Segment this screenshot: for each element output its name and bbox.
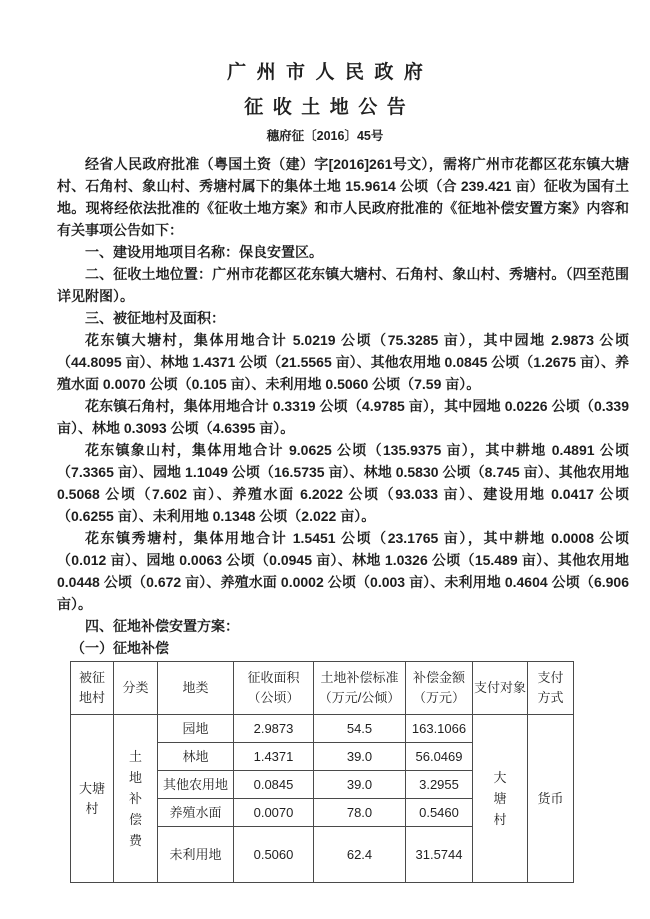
col-header-village: 被征地村 [71, 662, 114, 715]
document-body [0, 153, 650, 883]
payment-method-cell: 货币 [528, 715, 574, 883]
standard-cell: 54.5 [314, 715, 406, 743]
list-item-4: 四、征地补偿安置方案： [85, 618, 239, 634]
subsection-heading: （一）征地补偿 [71, 640, 169, 656]
land-type-cell: 其他农用地 [158, 771, 234, 799]
org-title: 广州市人民政府 [227, 62, 434, 83]
land-type-cell: 园地 [158, 715, 234, 743]
standard-cell: 39.0 [314, 743, 406, 771]
standard-cell: 62.4 [314, 827, 406, 883]
list-item-3: 三、被征地村及面积： [85, 310, 225, 326]
amount-cell: 0.5460 [406, 799, 473, 827]
list-item-1: 一、建设用地项目名称：保良安置区。 [85, 244, 323, 260]
col-header-area: 征收面积（公顷） [234, 662, 314, 715]
list-item-2: 二、征收土地位置：广州市花都区花东镇大塘村、石角村、象山村、秀塘村。（四至范围详见附图）。 [57, 266, 629, 304]
table-header-row [71, 662, 574, 715]
col-header-standard: 土地补偿标准（万元/公倾） [314, 662, 406, 715]
village-paragraph-xiutang: 花东镇秀塘村，集体用地合计 1.5451 公顷（23.1765 亩），其中耕地 0.0008 公顷（0.012 亩）、园地 0.0063 公顷（0.0945 亩）、林地 1.0326 公顷（15.489 亩）、其他农用地 0.0448 公顷（0.672 亩）、养殖水面 0.0002 公顷（0.003 亩）、未利用地 0.4604 公顷（6.906 亩）。 [57, 530, 629, 612]
table-row [71, 715, 574, 743]
area-cell: 1.4371 [234, 743, 314, 771]
amount-cell: 3.2955 [406, 771, 473, 799]
col-header-category: 分类 [114, 662, 158, 715]
area-cell: 0.0845 [234, 771, 314, 799]
land-type-cell: 未利用地 [158, 827, 234, 883]
area-cell: 0.0070 [234, 799, 314, 827]
doc-number: 穗府征〔2016〕45号 [266, 129, 384, 143]
village-paragraph-datang: 花东镇大塘村，集体用地合计 5.0219 公顷（75.3285 亩），其中园地 2.9873 公顷（44.8095 亩）、林地 1.4371 公顷（21.5565 亩）、其他农用地 0.0845 公顷（1.2675 亩）、养殖水面 0.0070 公顷（0.105 亩）、未利用地 0.5060 公顷（7.59 亩）。 [57, 332, 629, 392]
area-cell: 2.9873 [234, 715, 314, 743]
amount-cell: 163.1066 [406, 715, 473, 743]
amount-cell: 56.0469 [406, 743, 473, 771]
land-type-cell: 养殖水面 [158, 799, 234, 827]
col-header-payee: 支付对象 [473, 662, 528, 715]
doc-title: 征收土地公告 [244, 97, 416, 118]
area-cell: 0.5060 [234, 827, 314, 883]
compensation-table [70, 661, 574, 883]
category-cell: 土地补偿费 [114, 715, 158, 883]
payee-cell: 大塘村 [473, 715, 528, 883]
village-cell: 大塘村 [71, 715, 114, 883]
col-header-amount: 补偿金额（万元） [406, 662, 473, 715]
land-type-cell: 林地 [158, 743, 234, 771]
col-header-land-type: 地类 [158, 662, 234, 715]
standard-cell: 39.0 [314, 771, 406, 799]
village-paragraph-xiangshan: 花东镇象山村，集体用地合计 9.0625 公顷（135.9375 亩），其中耕地 0.4891 公顷（7.3365 亩）、园地 1.1049 公顷（16.5735 亩）、林地 0.5830 公顷（8.745 亩）、其他农用地 0.5068 公顷（7.602 亩）、养殖水面 6.2022 公顷（93.033 亩）、建设用地 0.0417 公顷（0.6255 亩）、未利用地 0.1348 公顷（2.022 亩）。 [57, 442, 629, 524]
village-paragraph-shijiao: 花东镇石角村，集体用地合计 0.3319 公顷（4.9785 亩），其中园地 0.0226 公顷（0.339 亩）、林地 0.3093 公顷（4.6395 亩）。 [57, 398, 629, 436]
intro-paragraph: 经省人民政府批准（粤国土资（建）字[2016]261号文），需将广州市花都区花东镇大塘村、石角村、象山村、秀塘村属下的集体土地 15.9614 公顷（合 239.421 亩）征收为国有土地。现将经依法批准的《征收土地方案》和市人民政府批准的《征地补偿安置方案》内容和有关事项公告如下： [57, 156, 629, 238]
col-header-payment-method: 支付方式 [528, 662, 574, 715]
standard-cell: 78.0 [314, 799, 406, 827]
amount-cell: 31.5744 [406, 827, 473, 883]
